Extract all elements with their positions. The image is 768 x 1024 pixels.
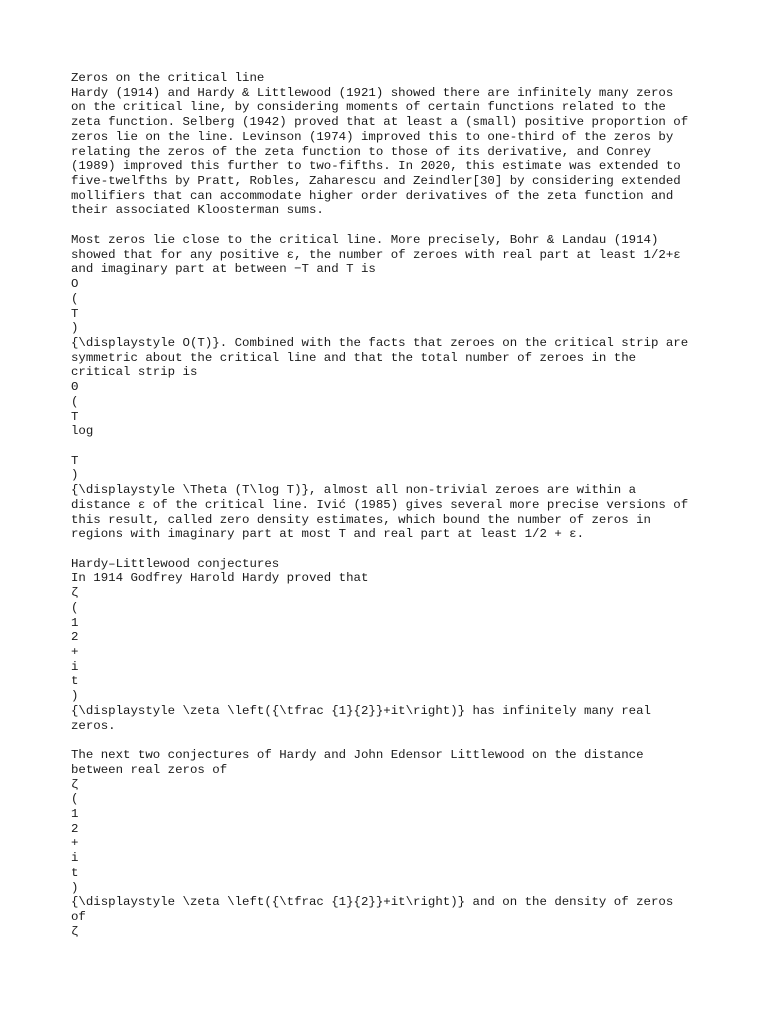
- text-line: O: [71, 277, 79, 292]
- text-line: zeros lie on the line. Levinson (1974) improved this to one-third of the zeros by: [71, 129, 674, 144]
- text-line: t: [71, 674, 79, 689]
- text-line: ): [71, 689, 79, 704]
- text-line: T: [71, 306, 79, 321]
- text-line: between real zeros of: [71, 762, 228, 777]
- text-line: T: [71, 453, 79, 468]
- text-line: Θ: [71, 380, 79, 395]
- text-line: ζ: [71, 777, 79, 792]
- text-line: t: [71, 865, 79, 880]
- text-line: [71, 439, 711, 454]
- text-line: +: [71, 836, 79, 851]
- text-line: five-twelfths by Pratt, Robles, Zaharescu and Zeindler[30] by considering extended: [71, 174, 681, 189]
- text-line: (: [71, 792, 79, 807]
- text-line: ): [71, 880, 79, 895]
- text-line: (: [71, 600, 79, 615]
- text-line: 2: [71, 821, 79, 836]
- text-line: {\displaystyle \zeta \left({\tfrac {1}{2}}+it\right)} has infinitely many real: [71, 703, 651, 718]
- text-line: {\displaystyle \Theta (T\log T)}, almost all non-trivial zeroes are within a: [71, 483, 637, 498]
- text-line: 2: [71, 630, 79, 645]
- text-line: ): [71, 321, 79, 336]
- text-line: on the critical line, by considering moments of certain functions related to the: [71, 100, 666, 115]
- text-line: [71, 542, 711, 557]
- text-line: ζ: [71, 924, 79, 939]
- text-line: relating the zeros of the zeta function to those of its derivative, and Conrey: [71, 144, 651, 159]
- text-line: Hardy (1914) and Hardy & Littlewood (1921) showed there are infinitely many zeros: [71, 85, 674, 100]
- text-line: In 1914 Godfrey Harold Hardy proved that: [71, 571, 369, 586]
- text-line: i: [71, 659, 79, 674]
- text-line: +: [71, 645, 79, 660]
- text-line: i: [71, 851, 79, 866]
- document-text: [71, 71, 711, 939]
- text-line: showed that for any positive ε, the number of zeroes with real part at least 1/2+ε: [71, 247, 681, 262]
- text-line: (1989) improved this further to two-fifths. In 2020, this estimate was extended to: [71, 159, 681, 174]
- text-line: symmetric about the critical line and that the total number of zeroes in the: [71, 350, 637, 365]
- text-line: Most zeros lie close to the critical line. More precisely, Bohr & Landau (1914): [71, 232, 659, 247]
- text-line: and imaginary part at between −T and T is: [71, 262, 376, 277]
- text-line: Hardy–Littlewood conjectures: [71, 556, 280, 571]
- text-line: of: [71, 909, 86, 924]
- text-line: Zeros on the critical line: [71, 71, 265, 85]
- text-line: (: [71, 291, 79, 306]
- text-line: 1: [71, 806, 79, 821]
- text-line: log: [71, 424, 94, 439]
- text-line: zeros.: [71, 718, 116, 733]
- text-line: The next two conjectures of Hardy and John Edensor Littlewood on the distance: [71, 748, 644, 763]
- text-line: this result, called zero density estimates, which bound the number of zeros in: [71, 512, 651, 527]
- text-line: 1: [71, 615, 79, 630]
- text-line: {\displaystyle \zeta \left({\tfrac {1}{2}}+it\right)} and on the density of zeros: [71, 895, 674, 910]
- text-line: {\displaystyle O(T)}. Combined with the facts that zeroes on the critical strip are: [71, 335, 689, 350]
- text-line: [71, 733, 711, 748]
- text-line: critical strip is: [71, 365, 198, 380]
- text-line: regions with imaginary part at most T and real part at least 1/2 + ε.: [71, 527, 585, 542]
- text-line: ζ: [71, 586, 79, 601]
- text-line: mollifiers that can accommodate higher order derivatives of the zeta function and: [71, 188, 674, 203]
- text-line: T: [71, 409, 79, 424]
- text-line: distance ε of the critical line. Ivić (1985) gives several more precise versions of: [71, 497, 689, 512]
- text-line: [71, 218, 711, 233]
- text-line: (: [71, 394, 79, 409]
- text-line: their associated Kloosterman sums.: [71, 203, 324, 218]
- text-line: zeta function. Selberg (1942) proved that at least a (small) positive proportion of: [71, 115, 689, 130]
- text-line: ): [71, 468, 79, 483]
